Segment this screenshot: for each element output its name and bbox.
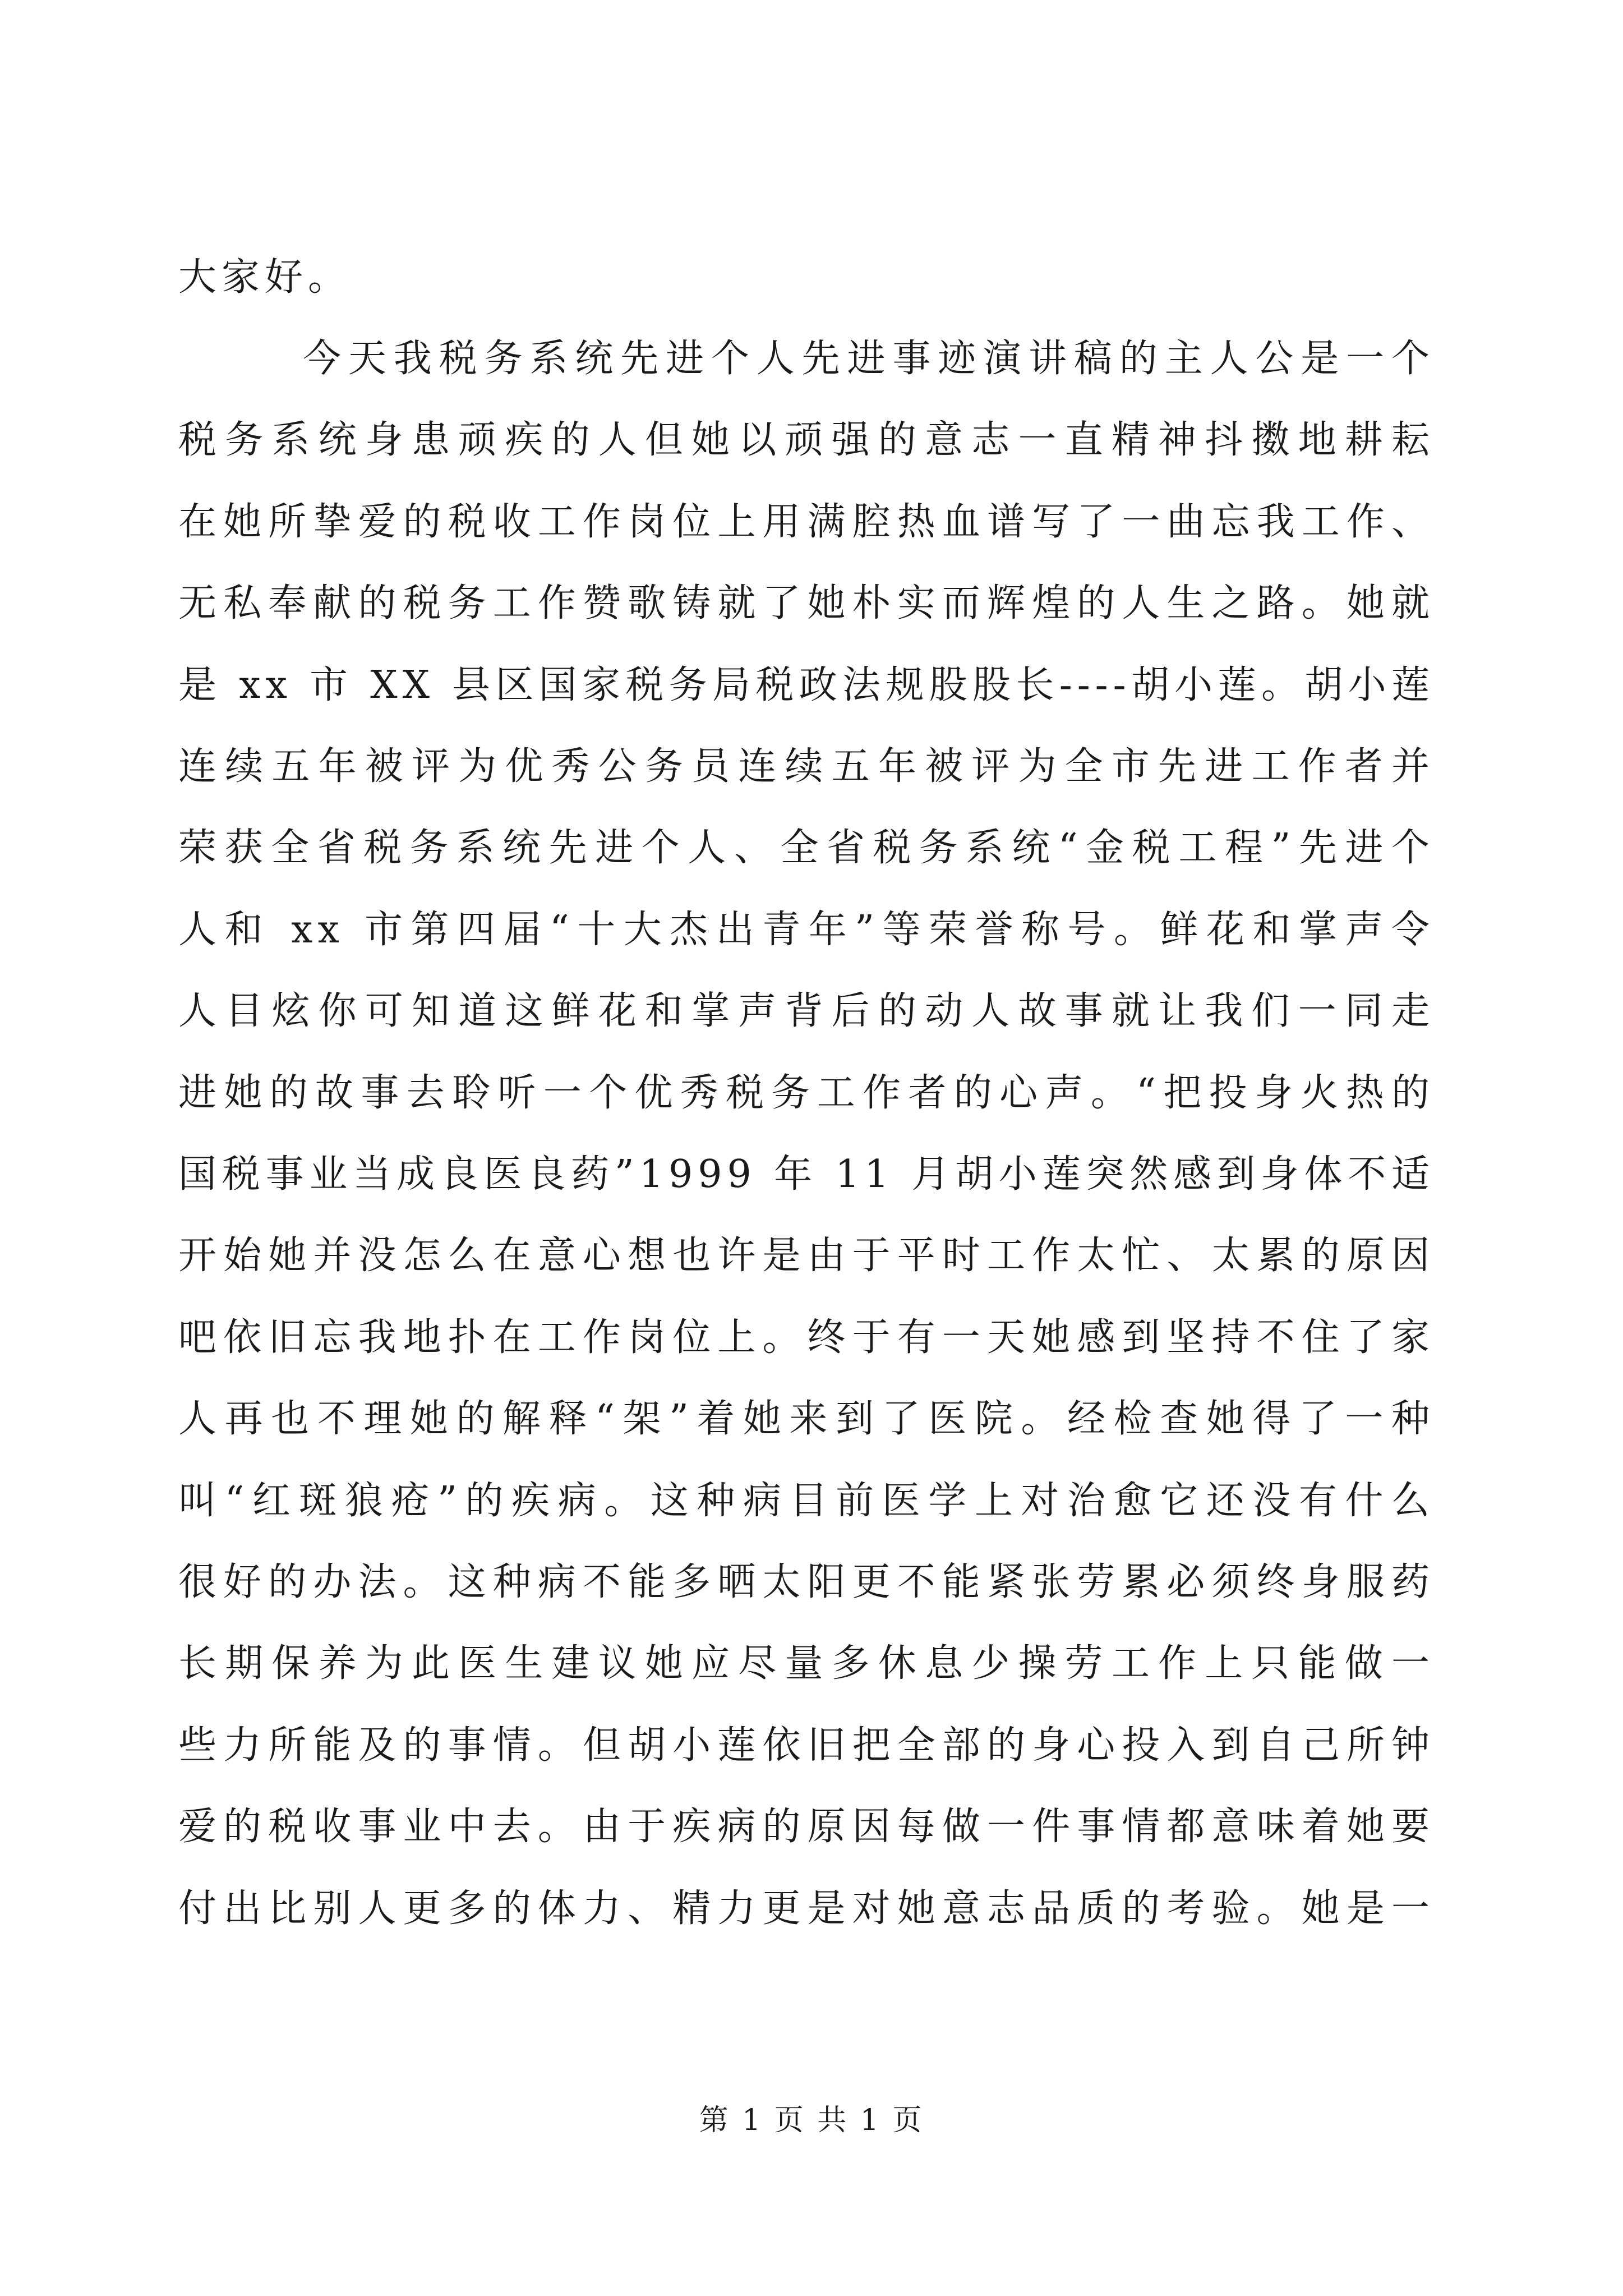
text-line: 人目炫你可知道这鲜花和掌声背后的动人故事就让我们一同走 xyxy=(178,989,1435,1033)
text-line-greeting: 大家好。 xyxy=(178,255,352,300)
text-line: 长期保养为此医生建议她应尽量多休息少操劳工作上只能做一 xyxy=(178,1641,1435,1686)
text-line: 爱的税收事业中去。由于疾病的原因每做一件事情都意味着她要 xyxy=(178,1805,1435,1849)
text-line-paragraph-start: 今天我税务系统先进个人先进事迹演讲稿的主人公是一个 xyxy=(303,337,1435,381)
page-footer: 第 1 页 共 1 页 xyxy=(699,2104,924,2137)
text-line: 些力所能及的事情。但胡小莲依旧把全部的身心投入到自己所钟 xyxy=(178,1723,1435,1768)
text-line: 国税事业当成良医良药”1999 年 11 月胡小莲突然感到身体不适 xyxy=(178,1152,1435,1197)
text-line: 进她的故事去聆听一个优秀税务工作者的心声。“把投身火热的 xyxy=(178,1071,1435,1115)
text-line: 吧依旧忘我地扑在工作岗位上。终于有一天她感到坚持不住了家 xyxy=(178,1315,1435,1360)
text-line: 开始她并没怎么在意心想也许是由于平时工作太忙、太累的原因 xyxy=(178,1234,1435,1278)
text-line: 无私奉献的税务工作赞歌铸就了她朴实而辉煌的人生之路。她就 xyxy=(178,581,1435,625)
text-line: 叫“红斑狼疮”的疾病。这种病目前医学上对治愈它还没有什么 xyxy=(178,1479,1435,1523)
text-line: 税务系统身患顽疾的人但她以顽强的意志一直精神抖擞地耕耘 xyxy=(178,418,1435,462)
text-line: 是 xx 市 XX 县区国家税务局税政法规股股长----胡小莲。胡小莲 xyxy=(178,663,1435,707)
text-line: 在她所挚爱的税收工作岗位上用满腔热血谱写了一曲忘我工作、 xyxy=(178,500,1435,544)
text-line: 人和 xx 市第四届“十大杰出青年”等荣誉称号。鲜花和掌声令 xyxy=(178,908,1435,952)
text-line: 荣获全省税务系统先进个人、全省税务系统“金税工程”先进个 xyxy=(178,826,1435,870)
text-line: 人再也不理她的解释“架”着她来到了医院。经检查她得了一种 xyxy=(178,1397,1435,1441)
text-line: 付出比别人更多的体力、精力更是对她意志品质的考验。她是一 xyxy=(178,1887,1435,1931)
text-line: 很好的办法。这种病不能多晒太阳更不能紧张劳累必须终身服药 xyxy=(178,1560,1435,1604)
text-line: 连续五年被评为优秀公务员连续五年被评为全市先进工作者并 xyxy=(178,744,1435,789)
